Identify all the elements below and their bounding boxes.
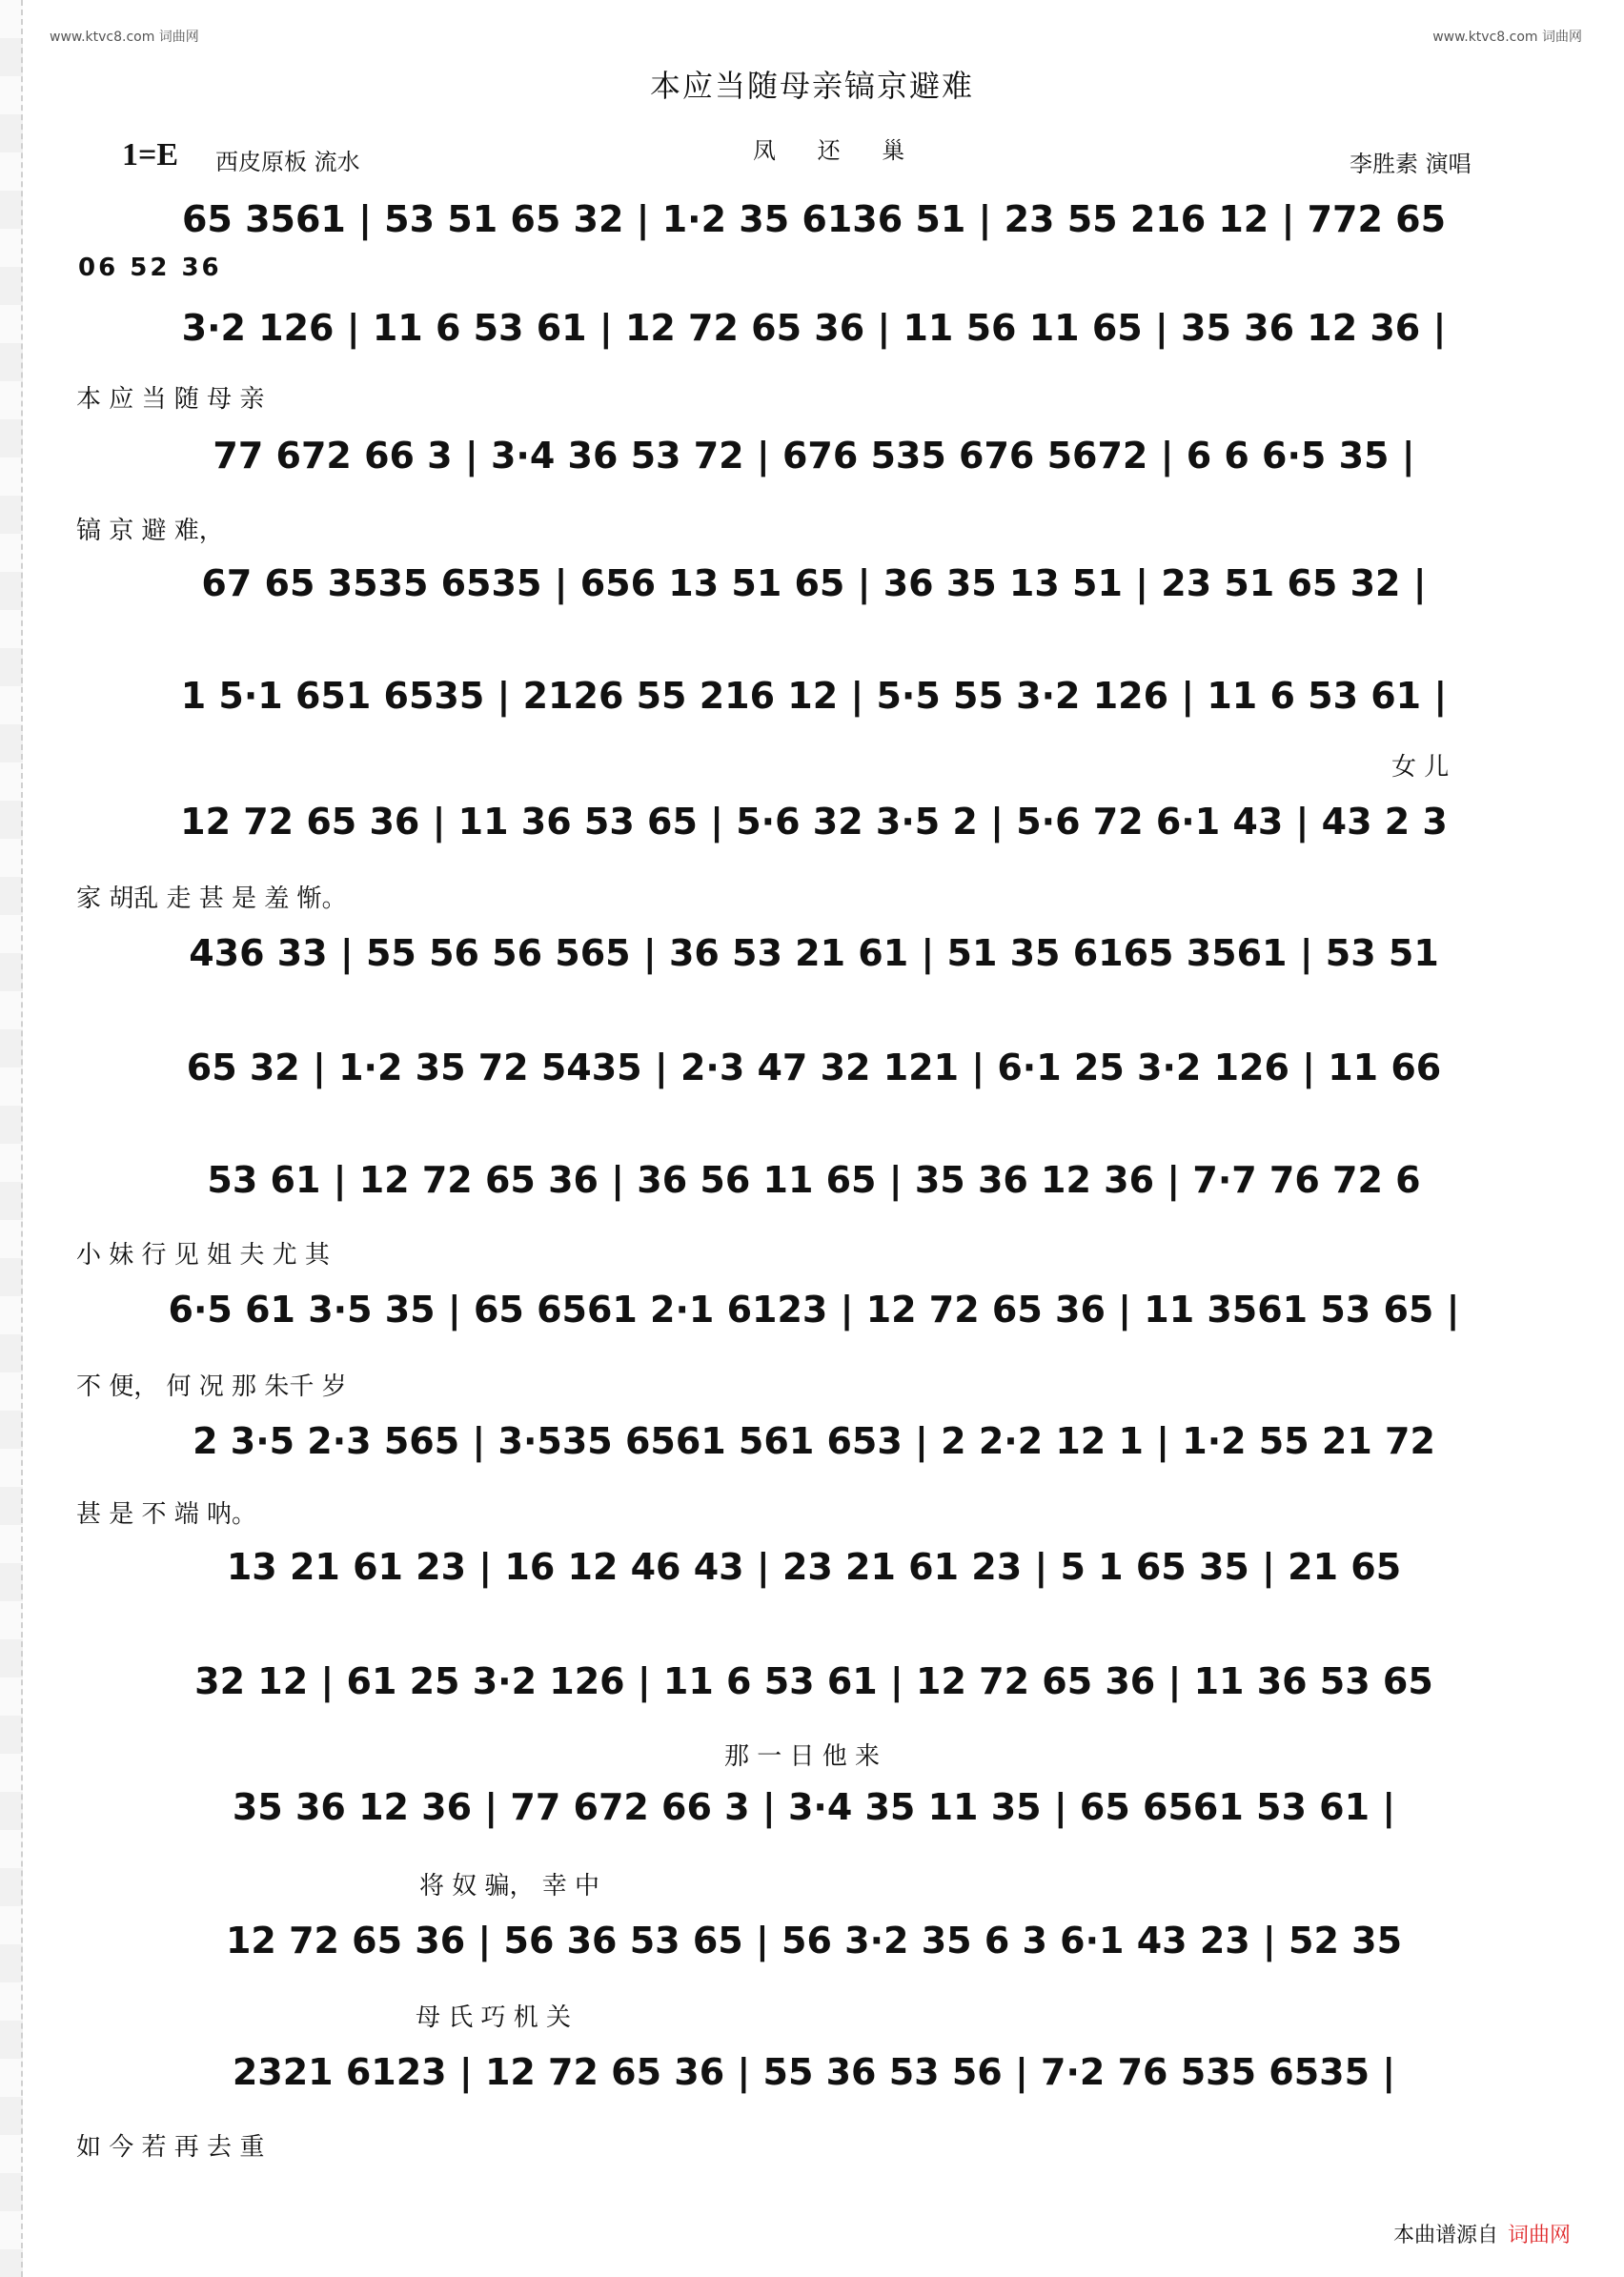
page-left-margin <box>0 0 23 2277</box>
source-label: 本曲谱源自 <box>1392 2224 1498 2247</box>
notation-line <box>69 425 1559 486</box>
notation-line <box>69 2042 1559 2103</box>
score-title: 本应当随母亲镐京避难 <box>649 68 974 104</box>
lyrics-line: 小 妹 行 见 姐 夫 尤 其 <box>76 1241 330 1268</box>
notation-line <box>69 189 1559 250</box>
notation-text: 436 33 | 55 56 56 565 | 36 53 21 61 | 51 35 6165 3561 | 53 51 <box>189 932 1439 974</box>
notation-text: 67 65 3535 6535 | 656 13 51 65 | 36 35 13 51 | 23 51 65 32 | <box>201 562 1427 604</box>
notation-text: 53 61 | 12 72 65 36 | 36 56 11 65 | 35 36 12 36 | 7·7 76 72 6 <box>207 1159 1421 1201</box>
notation-line <box>69 1411 1559 1472</box>
watermark-right[interactable]: www.ktvc8.com 词曲网 <box>1432 30 1582 45</box>
notation-line <box>69 665 1559 726</box>
notation-line <box>69 1910 1559 1971</box>
lyrics-line: 镐 京 避 难， <box>76 517 224 543</box>
notation-line <box>69 1651 1559 1712</box>
notation-text: 6·5 61 3·5 35 | 65 6561 2·1 6123 | 12 72 65 36 | 11 3561 53 65 | <box>168 1289 1460 1331</box>
lyrics-line: 母 氏 巧 机 关 <box>416 2003 572 2030</box>
notation-text: 32 12 | 61 25 3·2 126 | 11 6 53 61 | 12 72 65 36 | 11 36 53 65 <box>194 1660 1433 1702</box>
ornament-notes: 06 52 36 <box>78 254 222 282</box>
lyrics-line: 女 儿 <box>1391 753 1450 780</box>
notation-text: 65 32 | 1·2 35 72 5435 | 2·3 47 32 121 | 6·1 25 3·2 126 | 11 66 <box>186 1047 1442 1088</box>
notation-line <box>69 1149 1559 1210</box>
lyrics-line: 如 今 若 再 去 重 <box>76 2133 265 2160</box>
notation-text: 77 672 66 3 | 3·4 36 53 72 | 676 535 676 5672 | 6 6 6·5 35 | <box>213 435 1415 477</box>
performer-label: 李胜素 演唱 <box>1350 151 1472 177</box>
notation-line <box>69 1536 1559 1597</box>
notation-text: 13 21 61 23 | 16 12 46 43 | 23 21 61 23 | 5 1 65 35 | 21 65 <box>226 1546 1402 1588</box>
notation-line <box>69 923 1559 984</box>
notation-line <box>69 553 1559 614</box>
source-logo-link[interactable]: 词曲网 <box>1507 2224 1571 2247</box>
lyrics-line: 将 奴 骗， 幸 中 <box>419 1872 600 1899</box>
lyrics-line: 不 便， 何 况 那 朱千 岁 <box>76 1372 347 1399</box>
notation-text: 65 3561 | 53 51 65 32 | 1·2 35 6136 51 | 23 55 216 12 | 772 65 <box>181 198 1447 240</box>
notation-text: 12 72 65 36 | 56 36 53 65 | 56 3·2 35 6 3 6·1 43 23 | 52 35 <box>225 1920 1403 1962</box>
lyrics-line: 家 胡乱 走 甚 是 羞 惭。 <box>76 884 347 911</box>
tempo-style-label: 西皮原板 流水 <box>215 149 360 175</box>
watermark-left[interactable]: www.ktvc8.com 词曲网 <box>50 30 199 45</box>
opera-subtitle: 凤 还 巢 <box>753 137 923 164</box>
lyrics-line: 那 一 日 他 来 <box>724 1742 881 1769</box>
key-signature: 1=E <box>122 137 179 173</box>
notation-text: 1 5·1 651 6535 | 2126 55 216 12 | 5·5 55 3·2 126 | 11 6 53 61 | <box>180 675 1448 717</box>
notation-line <box>69 1777 1559 1838</box>
lyrics-line: 甚 是 不 端 呐。 <box>76 1500 257 1527</box>
notation-line <box>69 297 1559 358</box>
notation-text: 2321 6123 | 12 72 65 36 | 55 36 53 56 | 7·2 76 535 6535 | <box>232 2051 1396 2093</box>
notation-text: 35 36 12 36 | 77 672 66 3 | 3·4 35 11 35 | 65 6561 53 61 | <box>232 1786 1396 1828</box>
lyrics-line: 本 应 当 随 母 亲 <box>76 385 265 412</box>
notation-text: 3·2 126 | 11 6 53 61 | 12 72 65 36 | 11 56 11 65 | 35 36 12 36 | <box>181 307 1447 349</box>
notation-text: 12 72 65 36 | 11 36 53 65 | 5·6 32 3·5 2 | 5·6 72 6·1 43 | 43 2 3 <box>180 801 1448 843</box>
notation-line <box>69 1279 1559 1340</box>
notation-line <box>69 791 1559 852</box>
notation-line <box>69 1037 1559 1098</box>
notation-text: 2 3·5 2·3 565 | 3·535 6561 561 653 | 2 2·2 12 1 | 1·2 55 21 72 <box>193 1420 1435 1462</box>
